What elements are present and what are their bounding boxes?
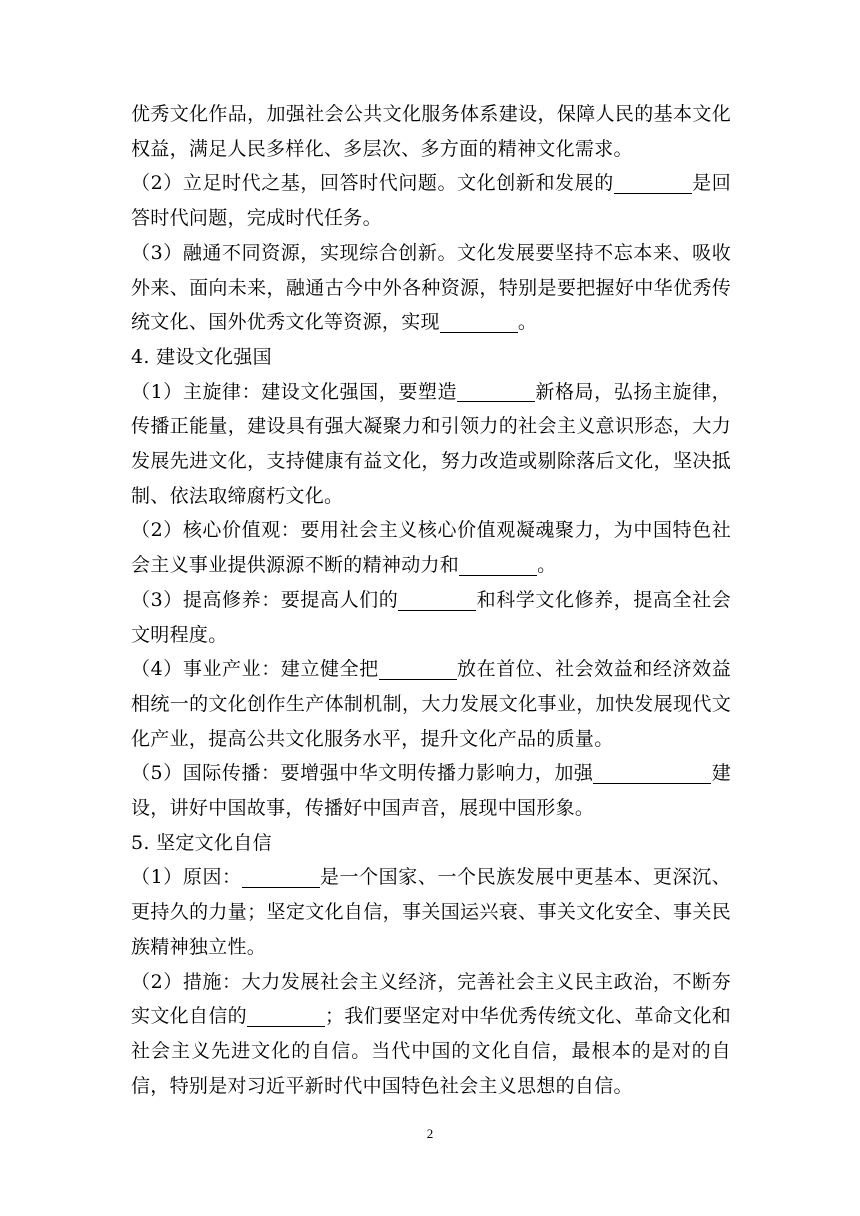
fill-blank[interactable] <box>614 171 692 194</box>
page-number: 2 <box>426 1126 434 1141</box>
paragraph-4-2: （2）核心价值观：要用社会主义核心价值观凝魂聚力，为中国特色社会主义事业提供源源不断的精神动力和 。 <box>131 519 731 577</box>
fill-blank[interactable] <box>459 553 537 576</box>
section-heading-5: 5. 坚定文化自信 <box>131 831 272 854</box>
paragraph-5-2: （2）措施：大力发展社会主义经济，完善社会主义民主政治，不断夯实文化自信的 ；我们要坚定对中华优秀传统文化、革命文化和社会主义先进文化的自信。当代中国的文化自信，最根本的是对的自信，特别是对习近平新时代中国特色社会主义思想的自信。 <box>131 970 731 1097</box>
section-heading-4: 4. 建设文化强国 <box>131 345 272 368</box>
paragraph-continued: 优秀文化作品，加强社会公共文化服务体系建设，保障人民的基本文化权益，满足人民多样化、多层次、多方面的精神文化需求。 <box>131 103 731 160</box>
fill-blank[interactable] <box>440 310 518 333</box>
fill-blank[interactable] <box>247 1004 325 1027</box>
fill-blank[interactable] <box>379 657 457 680</box>
document-body <box>131 97 731 1103</box>
fill-blank[interactable] <box>398 588 476 611</box>
paragraph-4-3: （3）提高修养：要提高人们的 和科学文化修养，提高全社会文明程度。 <box>131 588 731 646</box>
paragraph-3-3: （3）融通不同资源，实现综合创新。文化发展要坚持不忘本来、吸收外来、面向未来，融通古今中外各种资源，特别是要把握好中华优秀传统文化、国外优秀文化等资源，实现 。 <box>131 241 731 334</box>
paragraph-4-1: （1）主旋律：建设文化强国，要塑造 新格局，弘扬主旋律，传播正能量，建设具有强大凝聚力和引领力的社会主义意识形态，大力发展先进文化，支持健康有益文化，努力改造或剔除落后文化，坚决抵制、依法取缔腐朽文化。 <box>131 380 731 507</box>
fill-blank[interactable] <box>242 865 320 888</box>
fill-blank[interactable] <box>593 761 711 784</box>
paragraph-3-2: （2）立足时代之基，回答时代问题。文化创新和发展的 是回答时代问题，完成时代任务。 <box>131 172 731 230</box>
paragraph-5-1: （1）原因： 是一个国家、一个民族发展中更基本、更深沉、更持久的力量；坚定文化自信，事关国运兴衰、事关文化安全、事关民族精神独立性。 <box>131 866 731 958</box>
paragraph-4-5: （5）国际传播：要增强中华文明传播力影响力，加强 建设，讲好中国故事，传播好中国声音，展现中国形象。 <box>131 762 731 820</box>
paragraph-4-4: （4）事业产业：建立健全把 放在首位、社会效益和经济效益相统一的文化创作生产体制机制，大力发展文化事业，加快发展现代文化产业，提高公共文化服务水平，提升文化产品的质量。 <box>131 658 731 750</box>
fill-blank[interactable] <box>457 380 535 403</box>
